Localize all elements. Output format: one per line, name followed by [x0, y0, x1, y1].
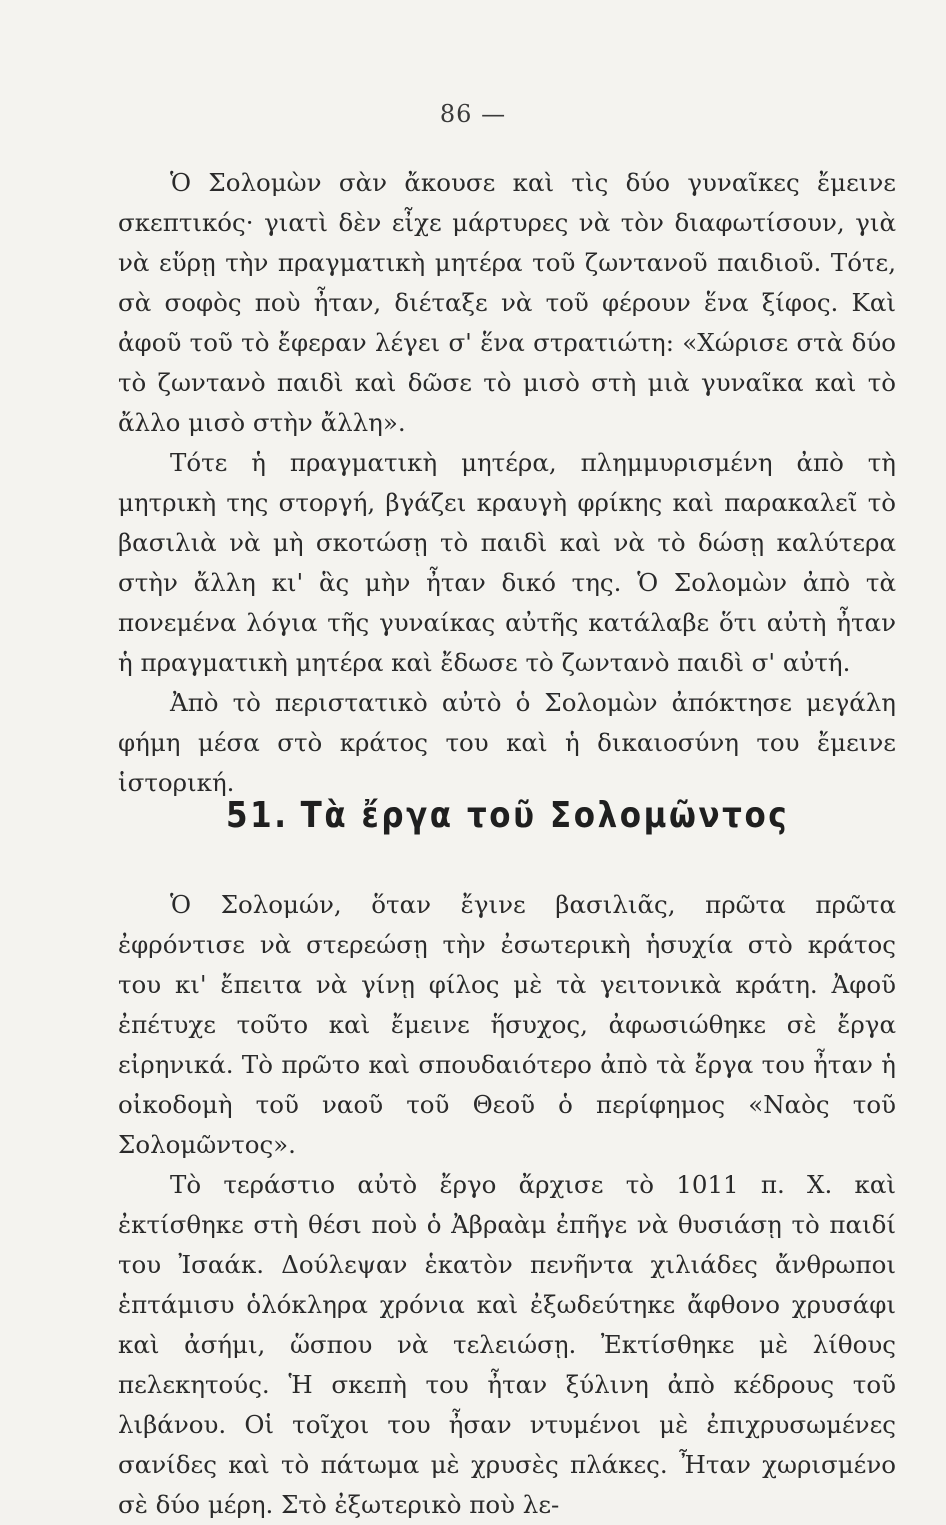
paragraph: Τὸ τεράστιο αὐτὸ ἔργο ἄρχισε τὸ 1011 π. Χ. καὶ ἐκτίσθηκε στὴ θέσι ποὺ ὁ Ἀβραὰμ ἐπῆγε νὰ θυσιάσῃ τὸ παιδί του Ἰσαάκ. Δούλεψαν ἑκατὸν πενῆντα χιλιάδες ἄνθρωποι ἑπτάμισυ ὁλόκληρα χρόνια καὶ ἐξωδεύτηκε ἄφθονο χρυσάφι καὶ ἀσήμι, ὥσπου νὰ τελειώσῃ. Ἐκτίσθηκε μὲ λίθους πελεκητούς. Ἡ σκεπὴ του ἦταν ξύλινη ἀπὸ κέδρους τοῦ λιβάνου. Οἱ τοῖχοι του ἦσαν ντυμένοι μὲ ἐπιχρυσωμένες σανίδες καὶ τὸ πάτωμα μὲ χρυσὲς πλάκες. Ἦταν χωρισμένο σὲ δύο μέρη. Στὸ ἐξωτερικὸ ποὺ λε-: [118, 1170, 896, 1519]
section-number: 51.: [226, 795, 289, 836]
section-heading: [226, 795, 790, 836]
paragraph: Ὁ Σολομών, ὅταν ἔγινε βασιλιᾶς, πρῶτα πρῶτα ἐφρόντισε νὰ στερεώσῃ τὴν ἐσωτερικὴ ἡσυχία στὸ κράτος του κι' ἔπειτα νὰ γίνῃ φίλος μὲ τὰ γειτονικὰ κράτη. Ἀφοῦ ἐπέτυχε τοῦτο καὶ ἔμεινε ἥσυχος, ἀφωσιώθηκε σὲ ἔργα εἰρηνικά. Τὸ πρῶτο καὶ σπουδαιότερο ἀπὸ τὰ ἔργα του ἦταν ἡ οἰκοδομὴ τοῦ ναοῦ τοῦ Θεοῦ ὁ περίφημος «Ναὸς τοῦ Σολομῶντος».: [118, 890, 896, 1159]
section-two-text: [118, 885, 896, 1525]
page-number: 86 —: [439, 100, 507, 128]
paragraph: Ἀπὸ τὸ περιστατικὸ αὐτὸ ὁ Σολομὼν ἀπόκτησε μεγάλη φήμη μέσα στὸ κράτος του καὶ ἡ δικαιοσύνη του ἔμεινε ἱστορική.: [118, 688, 896, 797]
paragraph: Τότε ἡ πραγματικὴ μητέρα, πλημμυρισμένη ἀπὸ τὴ μητρικὴ της στοργή, βγάζει κραυγὴ φρίκης καὶ παρακαλεῖ τὸ βασιλιὰ νὰ μὴ σκοτώσῃ τὸ παιδὶ καὶ νὰ τὸ δώσῃ καλύτερα στὴν ἄλλη κι' ἃς μὴν ἦταν δικό της. Ὁ Σολομὼν ἀπὸ τὰ πονεμένα λόγια τῆς γυναίκας αὐτῆς κατάλαβε ὅτι αὐτὴ ἦταν ἡ πραγματικὴ μητέρα καὶ ἔδωσε τὸ ζωντανὸ παιδὶ σ' αὐτή.: [118, 448, 896, 677]
paragraph: Ὁ Σολομὼν σὰν ἄκουσε καὶ τὶς δύο γυναῖκες ἔμεινε σκεπτικός· γιατὶ δὲν εἶχε μάρτυρες νὰ τὸν διαφωτίσουν, γιὰ νὰ εὕρῃ τὴν πραγματικὴ μητέρα τοῦ ζωντανοῦ παιδιοῦ. Τότε, σὰ σοφὸς ποὺ ἦταν, διέταξε νὰ τοῦ φέρουν ἕνα ξίφος. Καὶ ἀφοῦ τοῦ τὸ ἔφεραν λέγει σ' ἕνα στρατιώτη: «Χώρισε στὰ δύο τὸ ζωντανὸ παιδὶ καὶ δῶσε τὸ μισὸ στὴ μιὰ γυναῖκα καὶ τὸ ἄλλο μισὸ στὴν ἄλλη».: [118, 168, 896, 437]
section-one-text: [118, 163, 896, 803]
section-title: Τὰ ἔργα τοῦ Σολομῶντος: [300, 795, 790, 836]
